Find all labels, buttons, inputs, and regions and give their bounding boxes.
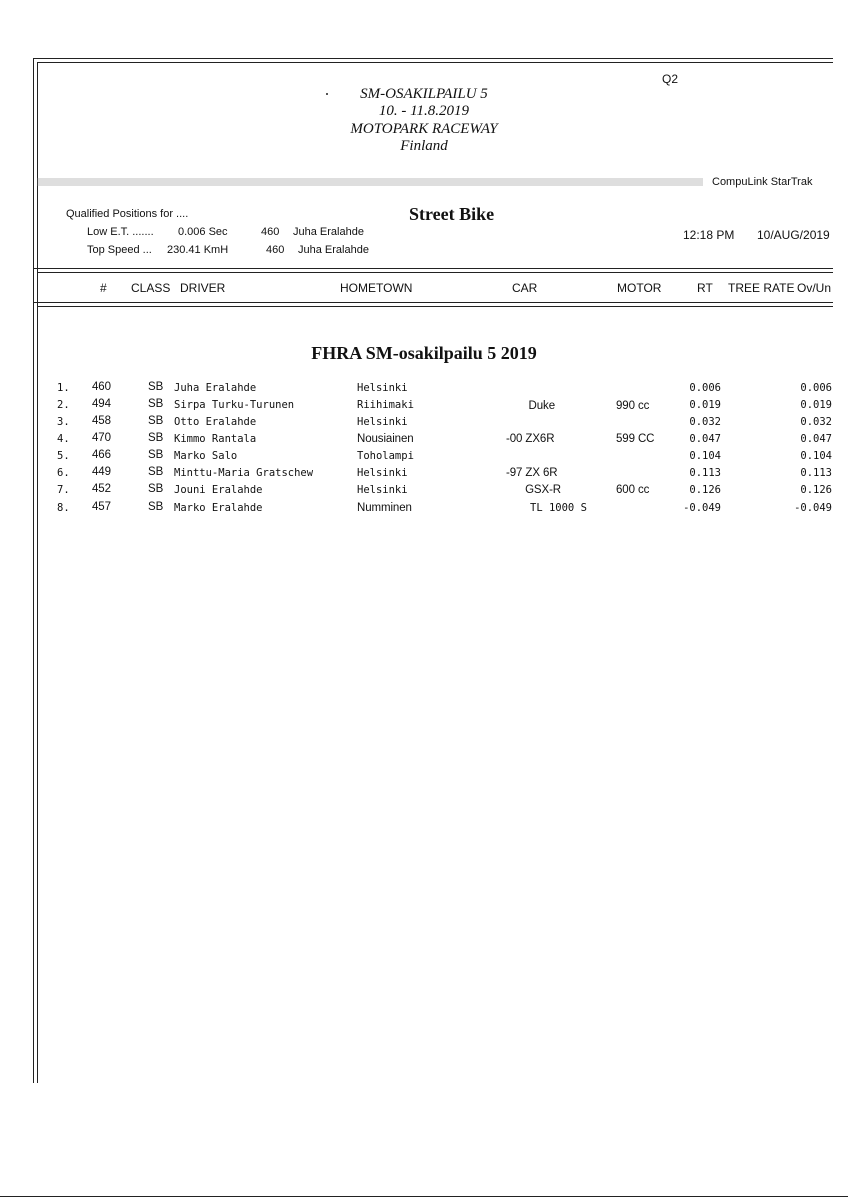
row-ovun: 0.104 bbox=[800, 450, 832, 462]
row-car: -97 ZX 6R bbox=[506, 467, 558, 479]
row-hometown: Toholampi bbox=[357, 450, 414, 462]
col-rt: RT bbox=[697, 281, 713, 295]
row-driver: Minttu-Maria Gratschew bbox=[174, 467, 314, 479]
row-position: 3. bbox=[57, 416, 70, 428]
row-class: SB bbox=[148, 483, 164, 495]
row-rt: 0.006 bbox=[689, 382, 721, 394]
row-car: TL 1000 S bbox=[530, 502, 587, 514]
row-number: 494 bbox=[92, 398, 111, 410]
row-car: GSX-R bbox=[525, 484, 561, 496]
row-driver: Kimmo Rantala bbox=[174, 433, 257, 445]
row-position: 8. bbox=[57, 502, 70, 514]
col-hometown: HOMETOWN bbox=[340, 281, 413, 295]
row-rt: 0.126 bbox=[689, 484, 721, 496]
row-position: 4. bbox=[57, 433, 70, 445]
low-et-value: 0.006 Sec bbox=[178, 226, 228, 238]
col-driver: DRIVER bbox=[180, 281, 226, 295]
row-number: 470 bbox=[92, 432, 111, 444]
row-class: SB bbox=[148, 501, 164, 513]
col-class: CLASS bbox=[131, 281, 171, 295]
row-hometown: Nousiainen bbox=[357, 433, 414, 445]
system-name: CompuLink StarTrak bbox=[712, 176, 813, 188]
row-number: 449 bbox=[92, 466, 111, 478]
row-class: SB bbox=[148, 415, 164, 427]
row-rt: 0.032 bbox=[689, 416, 721, 428]
row-class: SB bbox=[148, 398, 164, 410]
row-car: -00 ZX6R bbox=[506, 433, 555, 445]
col-ovun: Ov/Un bbox=[797, 281, 832, 295]
row-position: 7. bbox=[57, 484, 70, 496]
row-position: 5. bbox=[57, 450, 70, 462]
row-ovun: 0.019 bbox=[800, 399, 832, 411]
low-et-driver: Juha Eralahde bbox=[293, 226, 364, 238]
row-rt: 0.047 bbox=[689, 433, 721, 445]
row-driver: Marko Eralahde bbox=[174, 502, 263, 514]
report-time: 12:18 PM bbox=[683, 228, 735, 242]
left-border bbox=[33, 58, 34, 1083]
top-speed-num: 460 bbox=[266, 244, 285, 256]
row-hometown: Numminen bbox=[357, 502, 412, 514]
page-code: Q2 bbox=[662, 72, 679, 86]
row-position: 2. bbox=[57, 399, 70, 411]
top-rule bbox=[33, 58, 833, 59]
col-tree-rate: TREE RATE bbox=[728, 281, 795, 295]
row-motor: 599 CC bbox=[616, 433, 655, 445]
row-car: Duke bbox=[528, 400, 555, 412]
row-class: SB bbox=[148, 449, 164, 461]
row-driver: Juha Eralahde bbox=[174, 382, 257, 394]
section-title: FHRA SM-osakilpailu 5 2019 bbox=[311, 343, 537, 363]
row-hometown: Helsinki bbox=[357, 484, 408, 496]
row-motor: 990 cc bbox=[616, 400, 650, 412]
row-ovun: 0.047 bbox=[800, 433, 832, 445]
col-car: CAR bbox=[512, 281, 538, 295]
col-num: # bbox=[100, 281, 107, 295]
row-number: 457 bbox=[92, 501, 111, 513]
class-title: Street Bike bbox=[409, 204, 495, 224]
row-driver: Marko Salo bbox=[174, 450, 238, 462]
row-rt: 0.104 bbox=[689, 450, 721, 462]
row-motor: 600 cc bbox=[616, 484, 650, 496]
row-ovun: 0.006 bbox=[800, 382, 832, 394]
top-rule-inner bbox=[37, 62, 833, 63]
row-driver: Otto Eralahde bbox=[174, 416, 257, 428]
row-number: 458 bbox=[92, 415, 111, 427]
dotted-band bbox=[37, 178, 703, 186]
row-class: SB bbox=[148, 432, 164, 444]
col-motor: MOTOR bbox=[617, 281, 662, 295]
event-name: SM-OSAKILPAILU 5 bbox=[360, 86, 488, 102]
row-hometown: Helsinki bbox=[357, 467, 408, 479]
row-position: 6. bbox=[57, 467, 70, 479]
top-speed-value: 230.41 KmH bbox=[167, 244, 229, 256]
colhdr-rule-inner bbox=[37, 306, 833, 307]
header-rule-inner bbox=[37, 272, 833, 273]
row-ovun: 0.113 bbox=[800, 467, 832, 479]
row-rt: 0.019 bbox=[689, 399, 721, 411]
row-rt: -0.049 bbox=[683, 502, 721, 514]
row-class: SB bbox=[148, 466, 164, 478]
low-et-num: 460 bbox=[261, 226, 280, 238]
row-number: 466 bbox=[92, 449, 111, 461]
left-border-inner bbox=[37, 62, 38, 1083]
row-hometown: Riihimaki bbox=[357, 399, 414, 411]
event-dates: 10. - 11.8.2019 bbox=[378, 103, 470, 119]
row-position: 1. bbox=[57, 382, 70, 394]
top-speed-driver: Juha Eralahde bbox=[298, 244, 369, 256]
top-speed-label: Top Speed ... bbox=[87, 244, 152, 256]
report-date: 10/AUG/2019 bbox=[757, 228, 830, 242]
row-rt: 0.113 bbox=[689, 467, 721, 479]
row-ovun: 0.126 bbox=[800, 484, 832, 496]
row-hometown: Helsinki bbox=[357, 382, 408, 394]
header-rule bbox=[33, 268, 833, 269]
event-country: Finland bbox=[400, 138, 448, 154]
bottom-rule bbox=[0, 1196, 848, 1197]
row-hometown: Helsinki bbox=[357, 416, 408, 428]
row-number: 452 bbox=[92, 483, 111, 495]
event-venue: MOTOPARK RACEWAY bbox=[350, 121, 498, 137]
row-driver: Sirpa Turku-Turunen bbox=[174, 399, 295, 411]
qualified-label: Qualified Positions for .... bbox=[66, 208, 189, 220]
row-number: 460 bbox=[92, 381, 111, 393]
row-class: SB bbox=[148, 381, 164, 393]
colhdr-rule bbox=[33, 302, 833, 303]
row-driver: Jouni Eralahde bbox=[174, 484, 263, 496]
low-et-label: Low E.T. ....... bbox=[87, 226, 154, 238]
row-ovun: -0.049 bbox=[794, 502, 832, 514]
row-ovun: 0.032 bbox=[800, 416, 832, 428]
